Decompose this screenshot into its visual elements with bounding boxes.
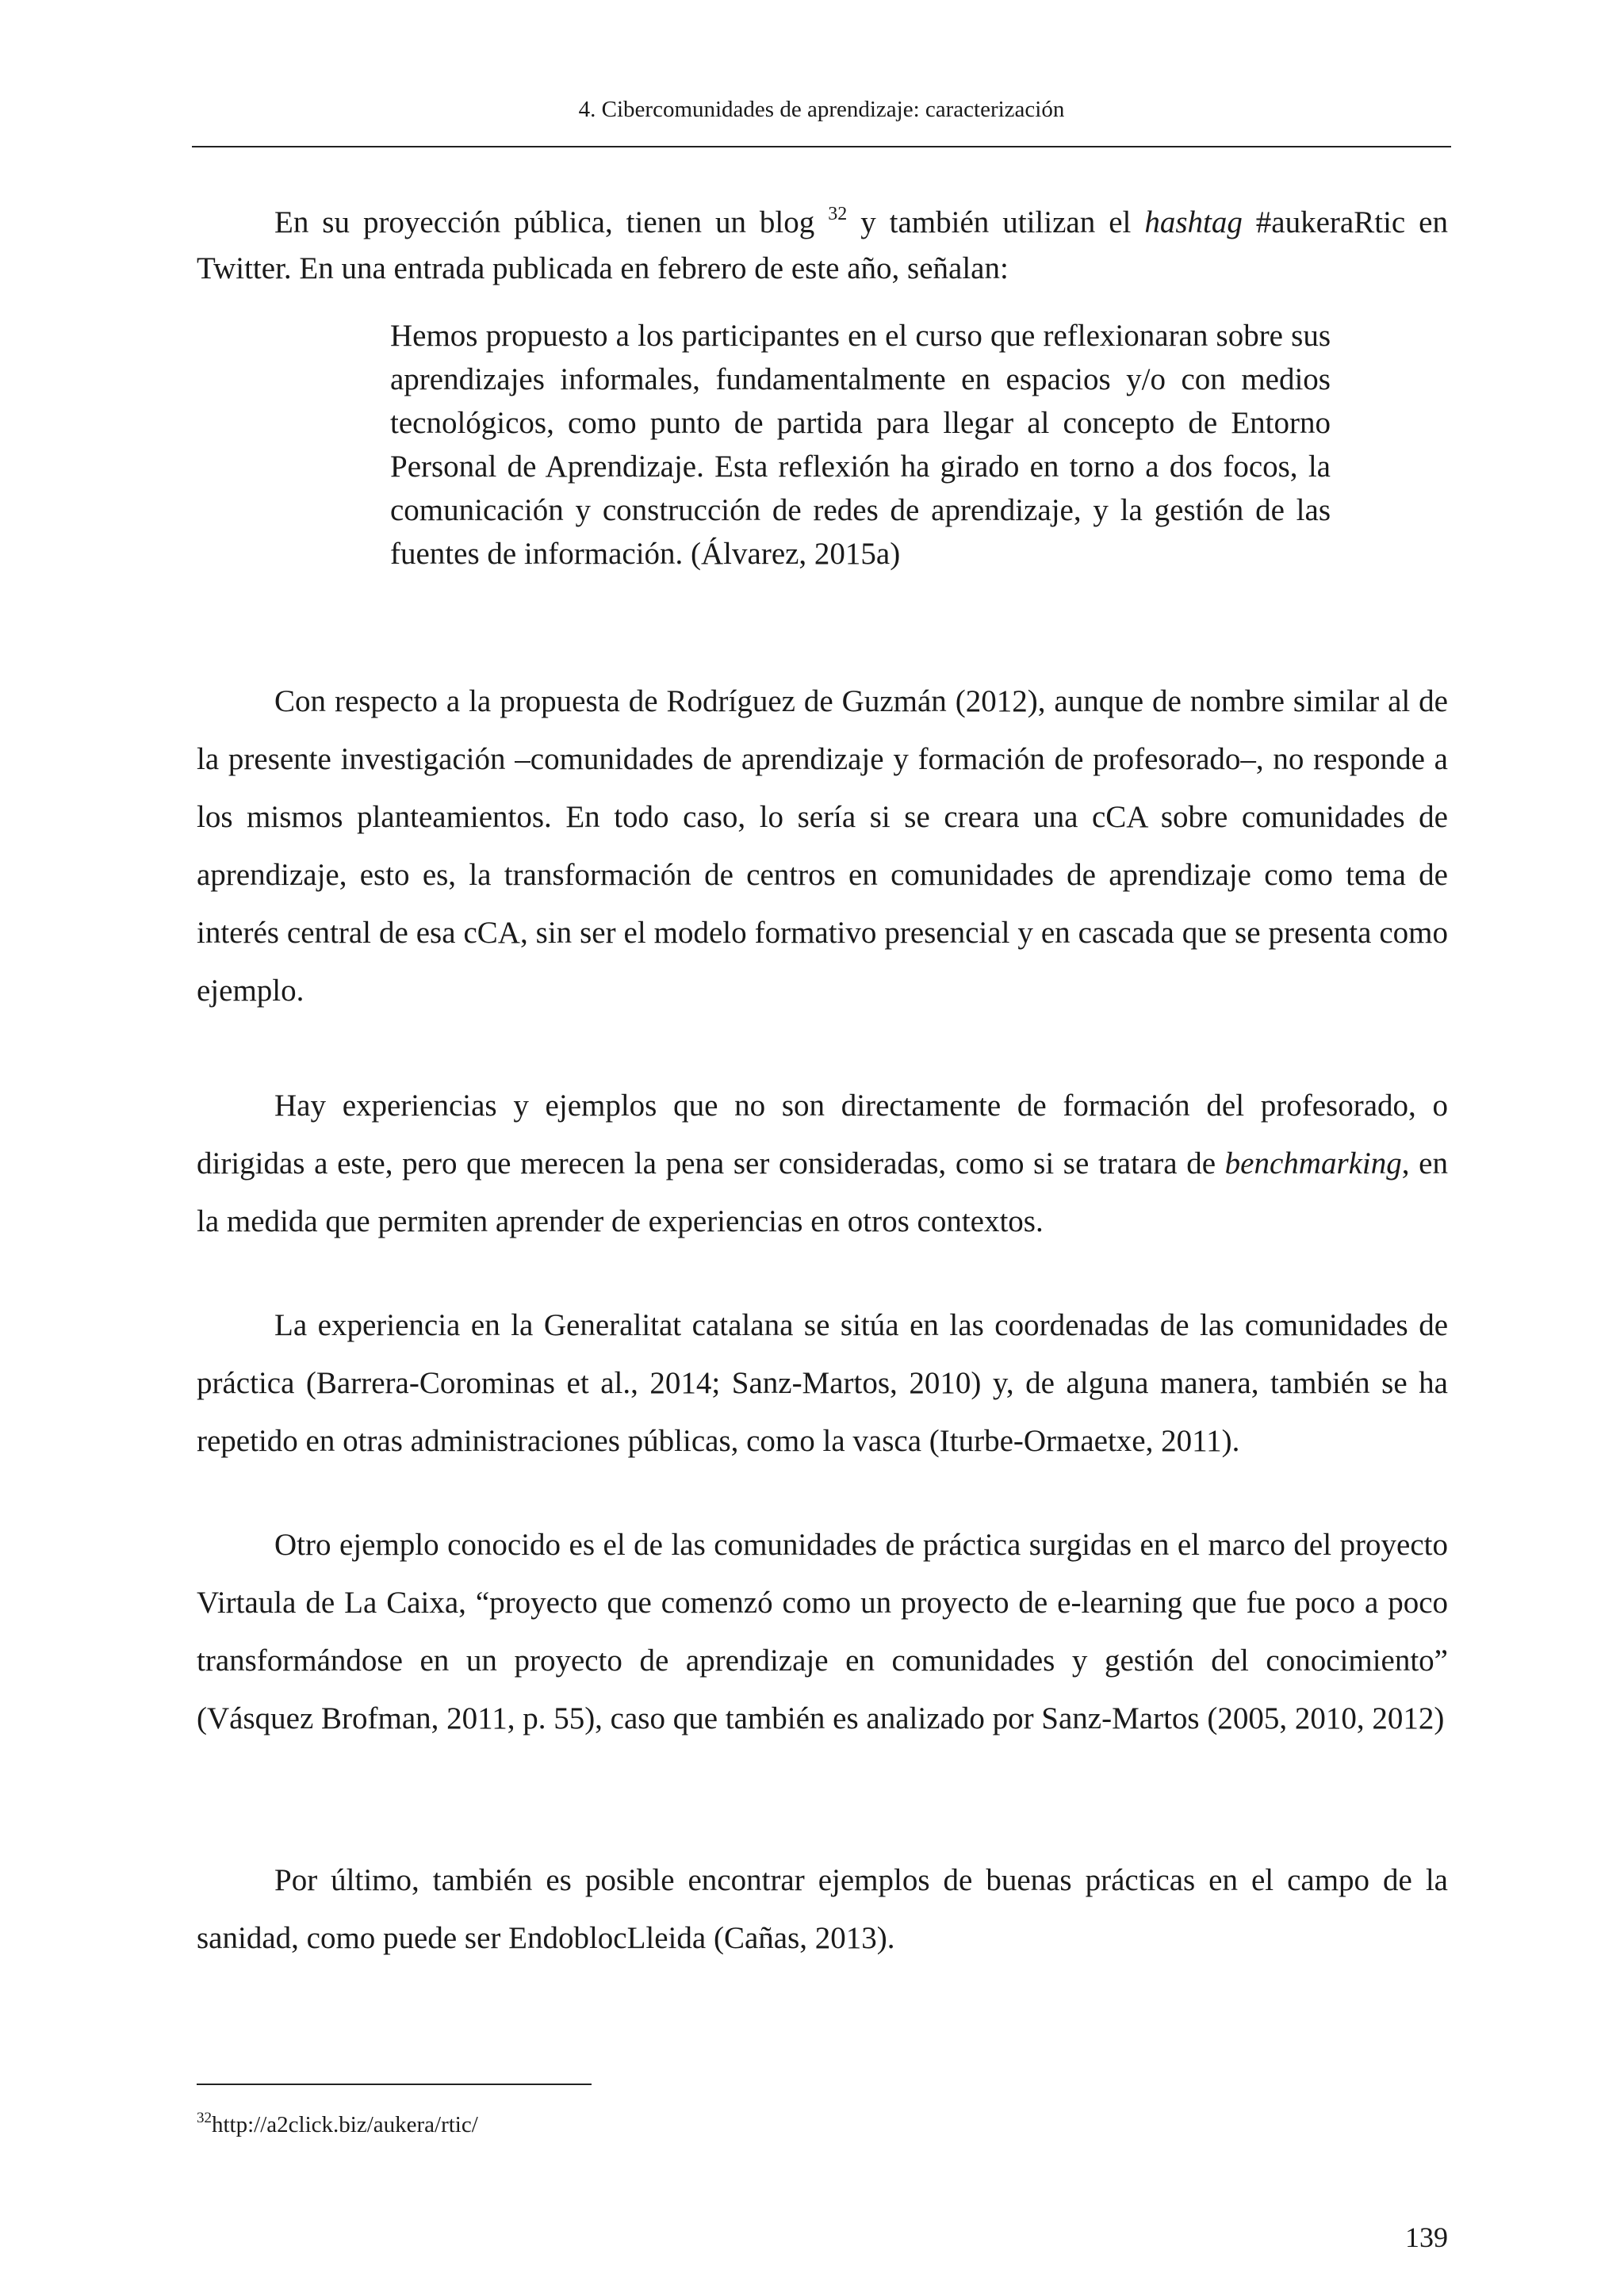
paragraph-3-text-a: Hay experiencias y ejemplos que no son directamente de formación del profesorado, o dirigidas a este, pero que merecen la pena ser consideradas, como si se tratara de bbox=[197, 1089, 1448, 1181]
paragraph-3-italic: benchmarking bbox=[1224, 1146, 1402, 1181]
paragraph-1-text-a: En su proyección pública, tienen un blog bbox=[274, 205, 829, 239]
paragraph-1-italic: hashtag bbox=[1144, 205, 1243, 239]
paragraph-4-block bbox=[197, 1296, 1448, 1470]
footnote-link[interactable]: http://a2click.biz/aukera/rtic/ bbox=[212, 2112, 478, 2137]
paragraph-5-block bbox=[197, 1516, 1448, 1747]
paragraph-1-text-b: y también utilizan el bbox=[847, 205, 1145, 239]
page-number: 139 bbox=[1405, 2221, 1448, 2253]
paragraph-1 bbox=[197, 200, 1448, 292]
paragraph-2-block bbox=[197, 672, 1448, 1020]
footnote-rule bbox=[197, 2084, 592, 2085]
paragraph-5: Otro ejemplo conocido es el de las comunidades de práctica surgidas en el marco del proyecto Virtaula de La Caixa, “proyecto que comenzó como un proyecto de e-learning que fue poco a poco transformándose en un proyecto de aprendizaje en comunidades y gestión del conocimiento” (Vásquez Brofman, 2011, p. 55), caso que también es analizado por Sanz-Martos (2005, 2010, 2012) bbox=[197, 1528, 1448, 1735]
paragraph-4: La experiencia en la Generalitat catalana se sitúa en las coordenadas de las comunidades de práctica (Barrera-Corominas et al., 2014; Sanz-Martos, 2010) y, de alguna manera, también se ha repetido en otras administraciones públicas, como la vasca (Iturbe-Ormaetxe, 2011). bbox=[197, 1308, 1448, 1458]
paragraph-1-block bbox=[197, 200, 1448, 292]
paragraph-3-block bbox=[197, 1077, 1448, 1250]
paragraph-6: Por último, también es posible encontrar ejemplos de buenas prácticas en el campo de la sanidad, como puede ser EndoblocLleida (Cañas, 2013). bbox=[197, 1863, 1448, 1955]
paragraph-6-block bbox=[197, 1851, 1448, 1967]
paragraph-1-text-c: #aukeraRtic en Twitter. En una entrada publicada en febrero de este año, señalan: bbox=[197, 205, 1448, 285]
paragraph-3-text-b: , en la medida que permiten aprender de experiencias en otros contextos. bbox=[197, 1146, 1448, 1238]
paragraph-3 bbox=[197, 1077, 1448, 1250]
running-header: 4. Cibercomunidades de aprendizaje: caracterización bbox=[578, 97, 1065, 122]
paragraph-2: Con respecto a la propuesta de Rodríguez de Guzmán (2012), aunque de nombre similar al de la presente investigación –comunidades de aprendizaje y formación de profesorado–, no responde a los mismos planteamientos. En todo caso, lo sería si se creara una cCA sobre comunidades de aprendizaje, esto es, la transformación de centros en comunidades de aprendizaje como tema de interés central de esa cCA, sin ser el modelo formativo presencial y en cascada que se presenta como ejemplo. bbox=[197, 684, 1448, 1008]
footnote bbox=[197, 2109, 478, 2141]
footnote-mark: 32 bbox=[197, 2110, 212, 2126]
footnote-reference: 32 bbox=[828, 204, 848, 224]
block-quote: Hemos propuesto a los participantes en el curso que reflexionaran sobre sus aprendizajes informales, fundamentalmente en espacios y/o con medios tecnológicos, como punto de partida para llegar al concepto de Entorno Personal de Aprendizaje. Esta reflexión ha girado en torno a dos focos, la comunicación y construcción de redes de aprendizaje, y la gestión de las fuentes de información. (Álvarez, 2015a) bbox=[390, 319, 1331, 571]
header-rule bbox=[192, 146, 1451, 147]
